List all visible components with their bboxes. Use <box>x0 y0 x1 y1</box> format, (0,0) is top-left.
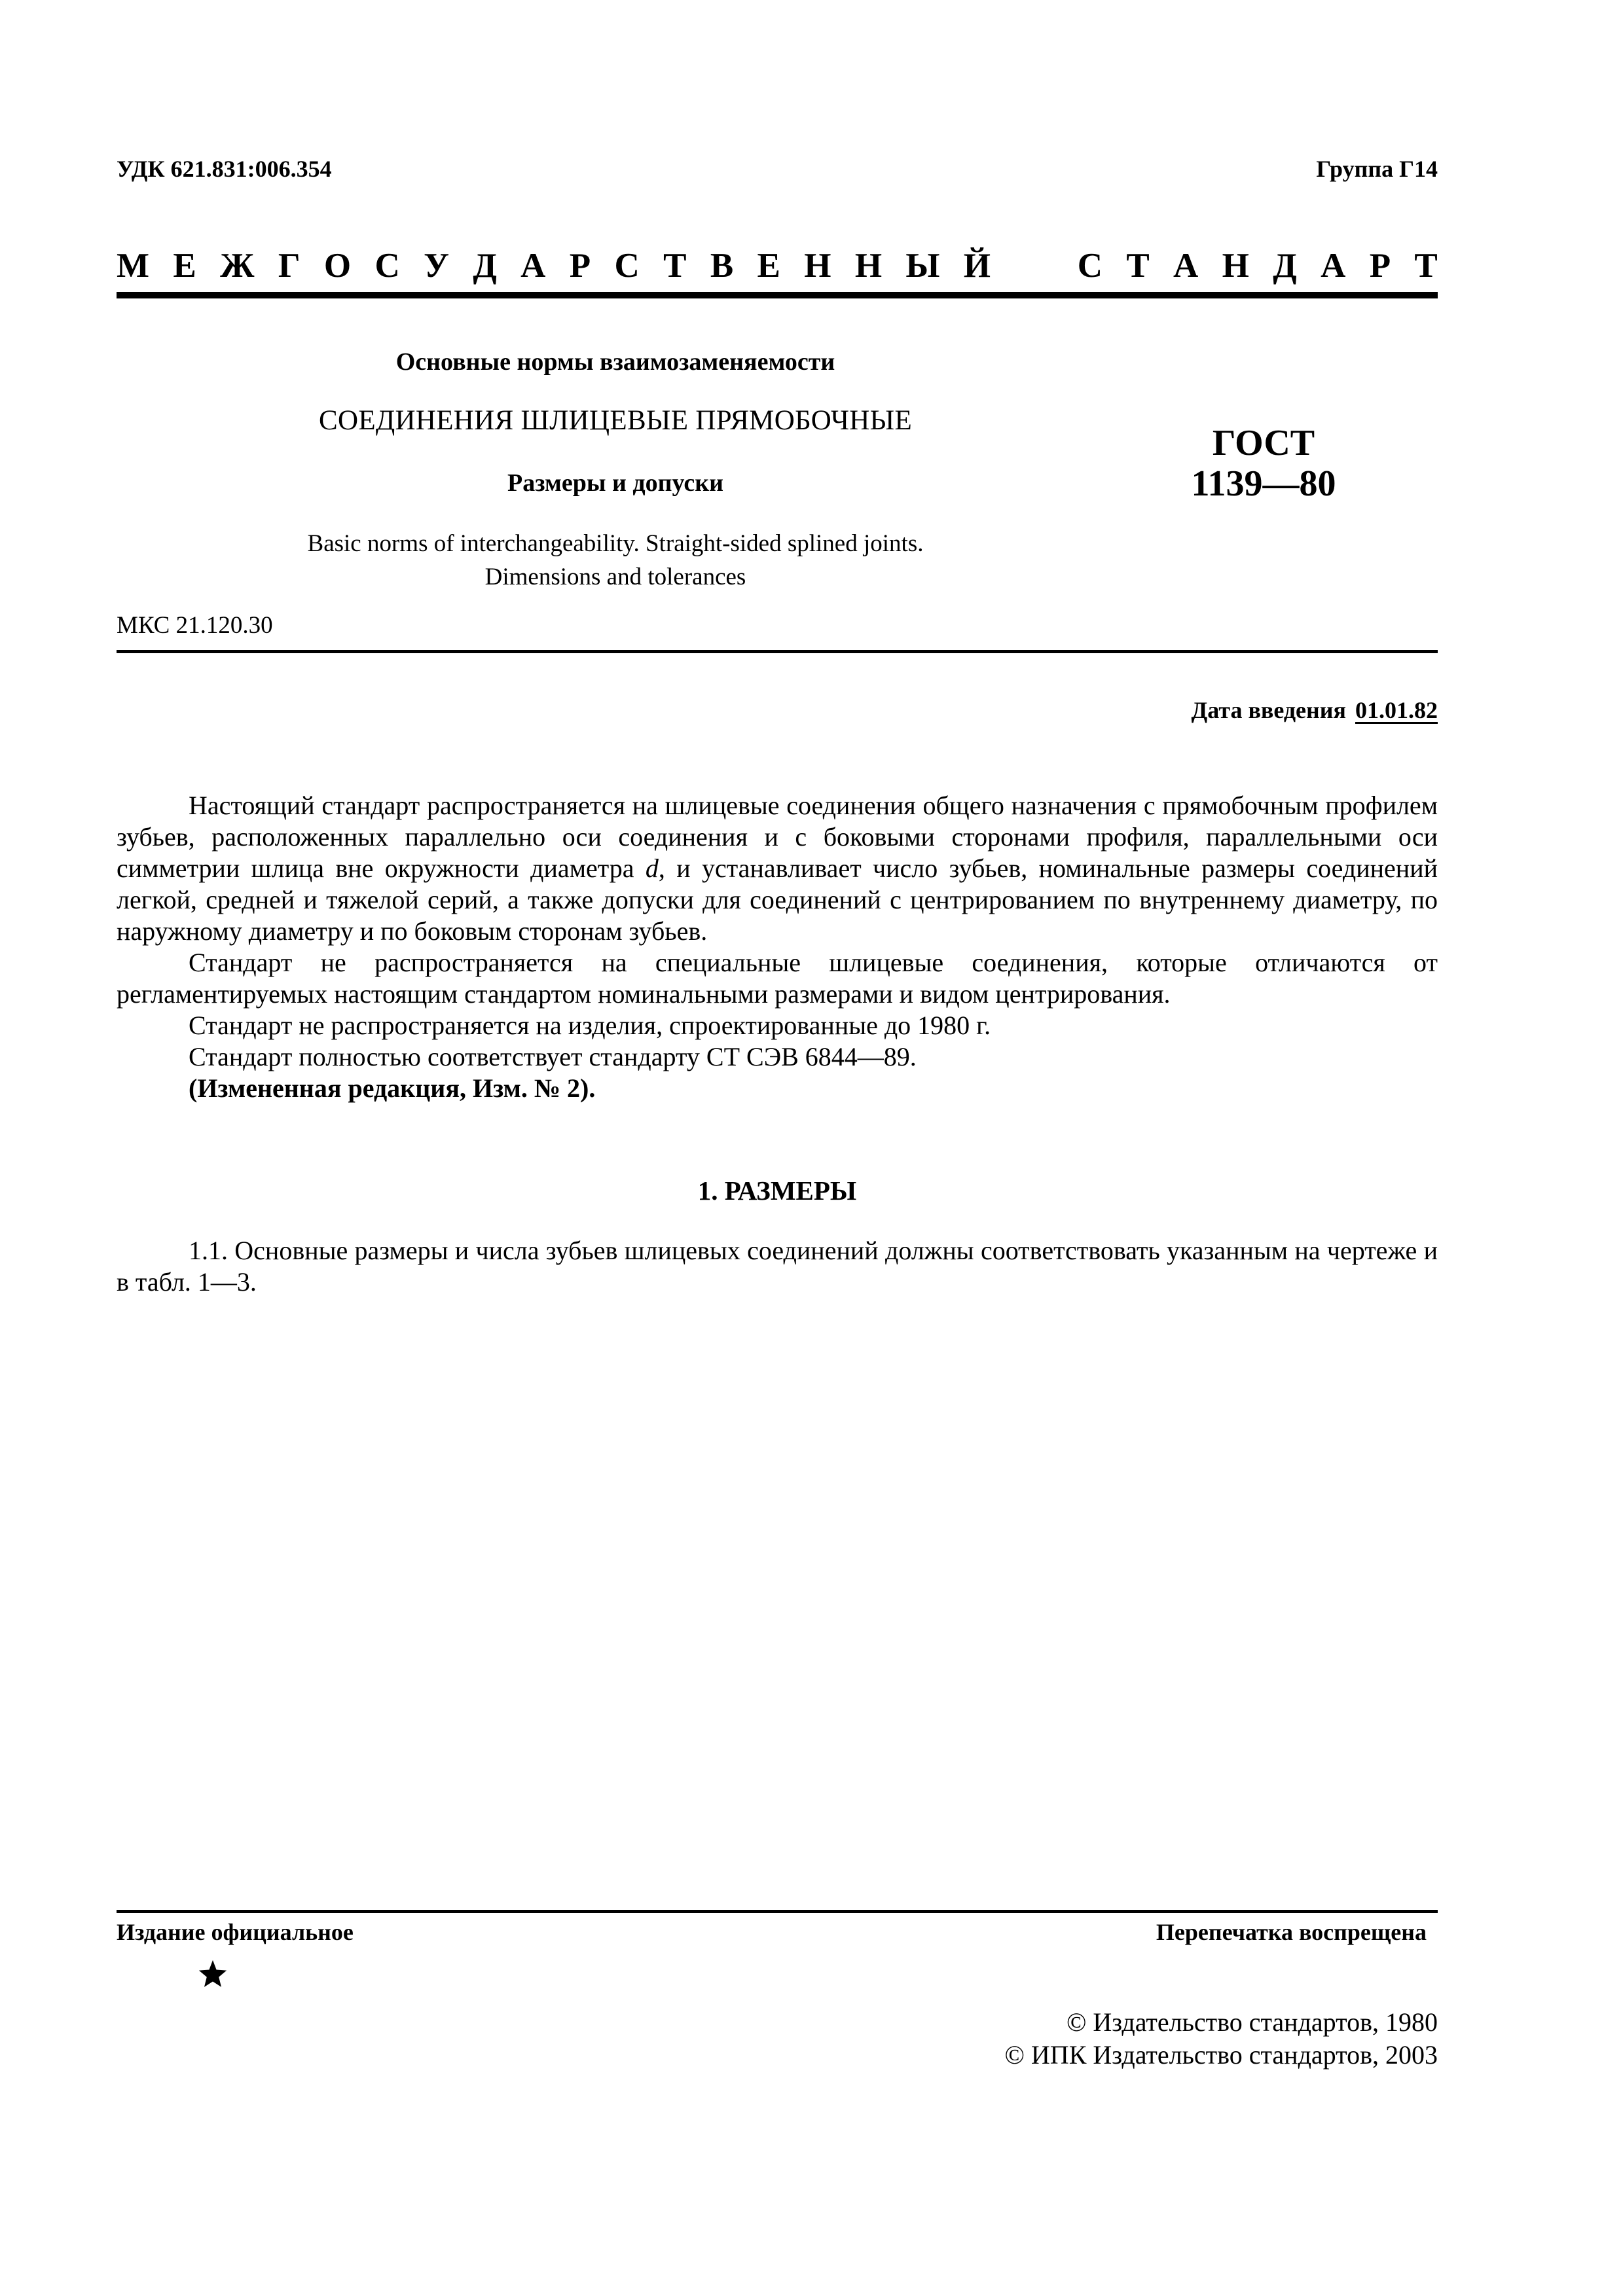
banner-letter: Т <box>1414 247 1438 285</box>
banner-letter: Д <box>1273 247 1297 285</box>
banner-letter: А <box>1321 247 1346 285</box>
section-body <box>117 1235 1438 1298</box>
banner-word-gap <box>1014 246 1053 285</box>
effective-date-value: 01.01.82 <box>1355 697 1438 723</box>
banner-letter: Е <box>173 247 196 285</box>
title-divider <box>117 650 1438 653</box>
group-code: Группа Г14 <box>1316 156 1438 182</box>
document-title: СОЕДИНЕНИЯ ШЛИЦЕВЫЕ ПРЯМОБОЧНЫЕ <box>318 405 913 436</box>
banner-letter: С <box>614 247 640 285</box>
banner-letter: В <box>710 247 734 285</box>
body-paragraph: Стандарт не распространяется на изделия, спроектированные до 1980 г. <box>189 1011 991 1040</box>
banner-letter: Й <box>963 247 991 285</box>
banner-letter: О <box>323 247 352 285</box>
header-divider <box>117 292 1438 298</box>
banner-letter: Г <box>278 247 301 285</box>
banner-letter: Е <box>757 247 780 285</box>
body-paragraph: 1.1. Основные размеры и числа зубьев шлицевых соединений должны соответствовать указанным на чертеже и в табл. 1—3. <box>117 1236 1438 1297</box>
english-title-line: Basic norms of interchangeability. Straight-sided splined joints. <box>307 530 924 557</box>
banner-letter: Р <box>1369 247 1391 285</box>
banner-letter: Р <box>569 247 591 285</box>
amendment-note: (Измененная редакция, Изм. № 2). <box>189 1073 596 1103</box>
english-title <box>164 527 1067 594</box>
introduction <box>117 790 1438 1104</box>
banner-letter: А <box>1173 247 1199 285</box>
gost-number: 1139—80 <box>1191 463 1336 504</box>
banner-letter: Т <box>663 247 687 285</box>
variable-d: d <box>645 853 659 883</box>
banner-letter: У <box>424 247 450 285</box>
banner-letter: М <box>117 247 150 285</box>
effective-date <box>1192 695 1438 725</box>
banner-letter: Т <box>1126 247 1150 285</box>
official-edition: Издание официальное <box>117 1919 354 1945</box>
banner-letter: Н <box>804 247 831 285</box>
body-paragraph: Стандарт полностью соответствует стандарту СТ СЭВ 6844—89. <box>189 1042 917 1071</box>
udk-code: УДК 621.831:006.354 <box>117 156 332 182</box>
footer-divider <box>117 1910 1438 1913</box>
star-icon <box>198 1959 228 1989</box>
body-paragraph: Настоящий стандарт распространяется на шлицевые соединения общего назначения с прямобочным профилем зубьев, расположенных параллельно оси соединения и с боковыми сторонами профиля, параллельными оси симметрии шлица вне окружности диаметра d, и устанавливает число зубьев, номинальные размеры соединений легкой, средней и тяжелой серий, а также допуски для соединений с центрированием по внутреннему диаметру, по наружному диаметру и по боковым сторонам зубьев. <box>117 791 1438 946</box>
banner-letter: Н <box>854 247 883 285</box>
banner-letter: Ж <box>220 247 255 285</box>
body-paragraph: Стандарт не распространяется на специальные шлицевые соединения, которые отличаются от регламентируемых настоящим стандартом номинальными размерами и видом центрирования. <box>117 948 1438 1009</box>
copyright-line: © Издательство стандартов, 1980 <box>1066 2007 1438 2037</box>
gost-designation <box>1139 423 1388 504</box>
english-title-line: Dimensions and tolerances <box>484 564 746 590</box>
main-title: Основные нормы взаимозаменяемости <box>395 348 835 376</box>
banner-letter: С <box>374 247 400 285</box>
banner-letter: Н <box>1222 247 1249 285</box>
copyright-line: © ИПК Издательство стандартов, 2003 <box>1004 2040 1438 2070</box>
document-subtitle: Размеры и допуски <box>507 469 723 497</box>
mks-code: МКС 21.120.30 <box>117 612 273 639</box>
banner-letter: С <box>1077 247 1103 285</box>
copyright-block <box>1005 2006 1438 2072</box>
effective-date-label: Дата введения <box>1191 697 1346 723</box>
gost-label: ГОСТ <box>1212 423 1315 463</box>
standard-banner <box>117 246 1438 285</box>
reprint-notice: Перепечатка воспрещена <box>1156 1919 1427 1945</box>
section-heading: 1. РАЗМЕРЫ <box>697 1175 857 1206</box>
banner-letter: Ы <box>905 247 940 285</box>
banner-letter: Д <box>473 247 497 285</box>
banner-letter: А <box>520 247 546 285</box>
